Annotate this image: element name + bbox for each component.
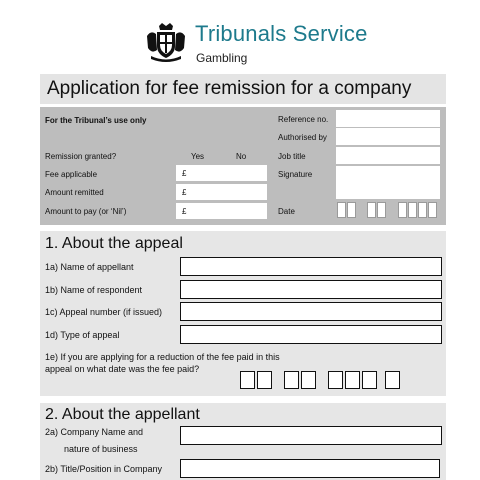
office-date-cell[interactable] bbox=[408, 202, 417, 218]
currency-symbol: £ bbox=[182, 169, 187, 178]
authorised-by-label: Authorised by bbox=[278, 133, 327, 142]
signature-label: Signature bbox=[278, 170, 313, 179]
amount-to-pay-label: Amount to pay (or ‘Nil’) bbox=[45, 207, 127, 216]
remission-no-label: No bbox=[236, 152, 247, 161]
form-title-bar bbox=[40, 74, 446, 104]
office-date-cell[interactable] bbox=[418, 202, 427, 218]
appeal-type-field[interactable] bbox=[180, 325, 442, 344]
appellant-name-label: 1a) Name of appellant bbox=[45, 262, 134, 272]
respondent-name-label: 1b) Name of respondent bbox=[45, 285, 143, 295]
amount-remitted-label: Amount remitted bbox=[45, 188, 104, 197]
position-in-company-field[interactable] bbox=[180, 459, 440, 478]
form-title: Application for fee remission for a company bbox=[47, 78, 412, 99]
fee-applicable-label: Fee applicable bbox=[45, 170, 98, 179]
fee-paid-date-label: 1e) If you are applying for a reduction of the fee paid in this bbox=[45, 352, 280, 362]
royal-coat-of-arms-icon bbox=[145, 22, 187, 64]
brand-name: Tribunals Service bbox=[195, 21, 368, 46]
fee-paid-date-year-cell[interactable] bbox=[385, 371, 400, 389]
date-label: Date bbox=[278, 207, 295, 216]
fee-paid-date-month-cell[interactable] bbox=[284, 371, 299, 389]
reference-no-label: Reference no. bbox=[278, 115, 329, 124]
currency-symbol: £ bbox=[182, 188, 187, 197]
job-title-input[interactable] bbox=[336, 147, 440, 164]
fee-paid-date-month-cell[interactable] bbox=[301, 371, 316, 389]
currency-symbol: £ bbox=[182, 207, 187, 216]
fee-applicable-input[interactable] bbox=[176, 165, 267, 181]
office-date-cell[interactable] bbox=[428, 202, 437, 218]
amount-remitted-input[interactable] bbox=[176, 184, 267, 200]
office-date-cell[interactable] bbox=[377, 202, 386, 218]
signature-input[interactable] bbox=[336, 166, 440, 199]
appeal-number-label: 1c) Appeal number (if issued) bbox=[45, 307, 163, 317]
position-in-company-label: 2b) Title/Position in Company bbox=[45, 464, 163, 474]
company-name-field[interactable] bbox=[180, 426, 442, 445]
section2-title: 2. About the appellant bbox=[45, 406, 200, 423]
remission-yes-label: Yes bbox=[191, 152, 205, 161]
fee-paid-date-label-cont: appeal on what date was the fee paid? bbox=[45, 364, 200, 374]
appellant-name-field[interactable] bbox=[180, 257, 442, 276]
fee-paid-date-year-cell[interactable] bbox=[362, 371, 377, 389]
fee-paid-date-year-cell[interactable] bbox=[345, 371, 360, 389]
authorised-by-input[interactable] bbox=[336, 128, 440, 145]
office-use-heading: For the Tribunal’s use only bbox=[45, 116, 147, 125]
office-date-cell[interactable] bbox=[337, 202, 346, 218]
respondent-name-field[interactable] bbox=[180, 280, 442, 299]
remission-granted-label: Remission granted? bbox=[45, 152, 117, 161]
company-name-label: 2a) Company Name and bbox=[45, 427, 144, 437]
amount-to-pay-input[interactable] bbox=[176, 203, 267, 219]
job-title-label: Job title bbox=[278, 152, 306, 161]
appeal-number-field[interactable] bbox=[180, 302, 442, 321]
office-date-cell[interactable] bbox=[367, 202, 376, 218]
fee-paid-date-day-cell[interactable] bbox=[257, 371, 272, 389]
office-date-cell[interactable] bbox=[398, 202, 407, 218]
brand-subtitle: Gambling bbox=[196, 51, 248, 65]
fee-paid-date-day-cell[interactable] bbox=[240, 371, 255, 389]
reference-no-input[interactable] bbox=[336, 110, 440, 127]
appeal-type-label: 1d) Type of appeal bbox=[45, 330, 120, 340]
company-name-label-cont: nature of business bbox=[64, 444, 138, 454]
office-date-cell[interactable] bbox=[347, 202, 356, 218]
section1-title: 1. About the appeal bbox=[45, 235, 183, 252]
fee-paid-date-year-cell[interactable] bbox=[328, 371, 343, 389]
